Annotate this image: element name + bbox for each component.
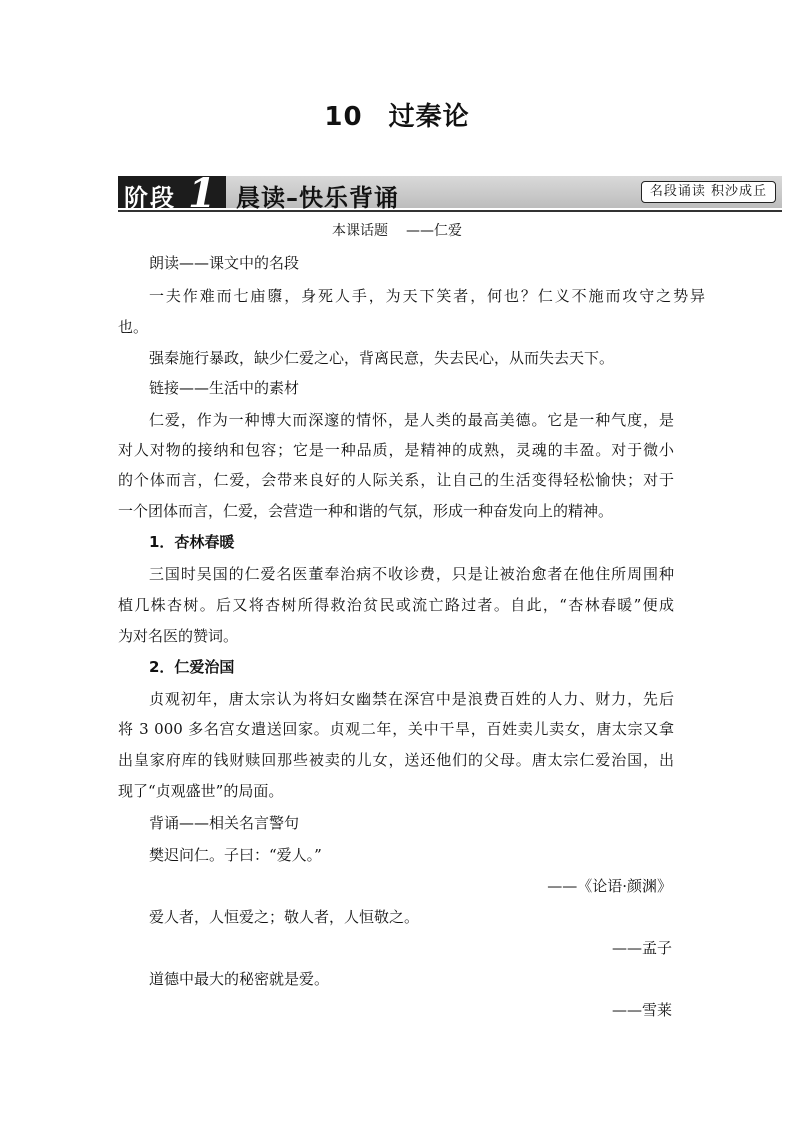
link-para-line1: 仁爱，作为一种博大而深邃的情怀，是人类的最高美德。它是一种气度，是: [149, 411, 674, 429]
lesson-topic: [0, 220, 794, 240]
reading-quote-line2: 也。: [118, 318, 149, 336]
story2-line2: 将 3 000 多名宫女遣送回家。贞观二年，关中干旱，百姓卖儿卖女，唐太宗又拿: [118, 720, 674, 738]
reading-quote-line1: 一夫作难而七庙隳，身死人手，为天下笑者，何也？仁义不施而攻守之势异: [149, 287, 705, 305]
story2-heading: 2．仁爱治国: [149, 658, 235, 676]
quote1-text: 樊迟问仁。子曰：“爱人。”: [149, 846, 322, 864]
story1-line2: 植几株杏树。后又将杏树所得救治贫民或流亡路过者。自此，“杏林春暖”便成: [118, 596, 674, 614]
quote3-source: ——雪莱: [611, 1001, 672, 1019]
quote2-source: ——孟子: [611, 939, 672, 957]
quote3-text: 道德中最大的秘密就是爱。: [149, 970, 330, 988]
link-para-line4: 一个团体而言，仁爱，会营造一种和谐的气氛，形成一种奋发向上的精神。: [118, 502, 614, 520]
recite-heading: 背诵——相关名言警句: [149, 814, 300, 832]
link-para-line3: 的个体而言，仁爱，会带来良好的人际关系，让自己的生活变得轻松愉快；对于: [118, 471, 674, 489]
stage-banner: [118, 170, 782, 217]
lesson-name: 过秦论: [388, 102, 470, 132]
lesson-number: 10: [324, 102, 363, 132]
stage-number: 1: [188, 170, 216, 217]
quote1-source: ——《论语·颜渊》: [547, 877, 672, 895]
stage-title: 晨读–快乐背诵: [236, 184, 399, 212]
story1-line3: 为对名医的赞词。: [118, 627, 239, 645]
reading-heading: 朗读——课文中的名段: [149, 254, 300, 272]
quote2-text: 爱人者，人恒爱之；敬人者，人恒敬之。: [149, 908, 420, 926]
stage-label: 阶段: [124, 184, 176, 212]
story1-heading: 1．杏林春暖: [149, 533, 235, 551]
story2-line1: 贞观初年，唐太宗认为将妇女幽禁在深宫中是浪费百姓的人力、财力，先后: [149, 690, 674, 708]
link-para-line2: 对人对物的接纳和包容；它是一种品质，是精神的成熟，灵魂的丰盈。对于微小: [118, 441, 674, 459]
link-heading: 链接——生活中的素材: [149, 379, 300, 397]
topic-label: 本课话题: [332, 223, 388, 239]
lesson-title: [0, 96, 794, 133]
story2-line4: 现了“贞观盛世”的局面。: [118, 782, 284, 800]
topic-value: ——仁爱: [406, 223, 462, 239]
story1-line1: 三国时吴国的仁爱名医董奉治病不收诊费，只是让被治愈者在他住所周围种: [149, 565, 674, 583]
stage-tag: 名段诵读 积沙成丘: [641, 181, 776, 203]
story2-line3: 出皇家府库的钱财赎回那些被卖的儿女，送还他们的父母。唐太宗仁爱治国，出: [118, 751, 674, 769]
reading-comment: 强秦施行暴政，缺少仁爱之心，背离民意，失去民心，从而失去天下。: [149, 349, 615, 367]
stage-badge: [118, 170, 226, 217]
